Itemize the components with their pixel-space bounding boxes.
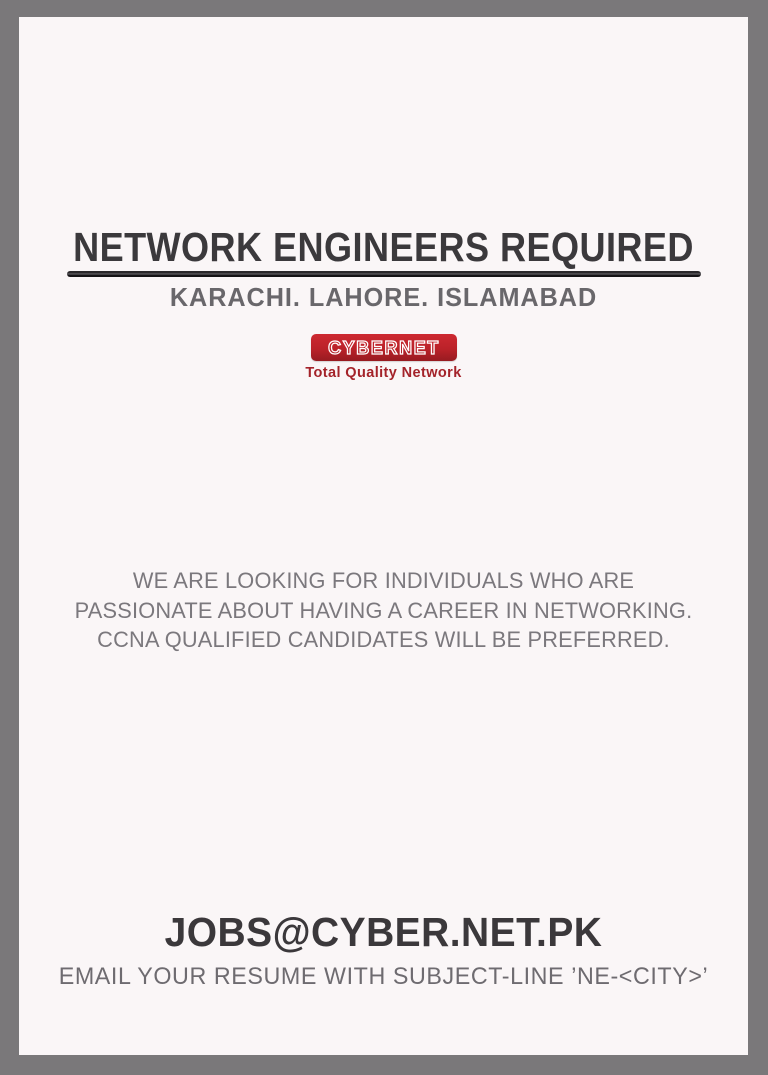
body-line: CCNA QUALIFIED CANDIDATES WILL BE PREFERRED. [97, 627, 670, 652]
contact-email: JOBS@CYBER.NET.PK [164, 909, 603, 955]
body-line: PASSIONATE ABOUT HAVING A CAREER IN NETWORKING. [74, 597, 693, 623]
poster-locations: KARACHI. LAHORE. ISLAMABAD [169, 282, 598, 312]
title-underline [67, 271, 701, 277]
logo-tagline: Total Quality Network [305, 365, 462, 381]
cybernet-logo-text: CYBERNET [327, 338, 440, 358]
cybernet-logo-svg [311, 334, 457, 361]
cybernet-logo-box [311, 334, 457, 361]
body-line: WE ARE LOOKING FOR INDIVIDUALS WHO ARE [132, 568, 635, 593]
apply-instructions: EMAIL YOUR RESUME WITH SUBJECT-LINE ’NE-<CITY>’ [58, 963, 709, 990]
body-copy [23, 566, 745, 655]
poster-title: NETWORK ENGINEERS REQUIRED [73, 224, 694, 270]
cybernet-logo [19, 334, 748, 381]
poster-page [19, 17, 748, 1055]
